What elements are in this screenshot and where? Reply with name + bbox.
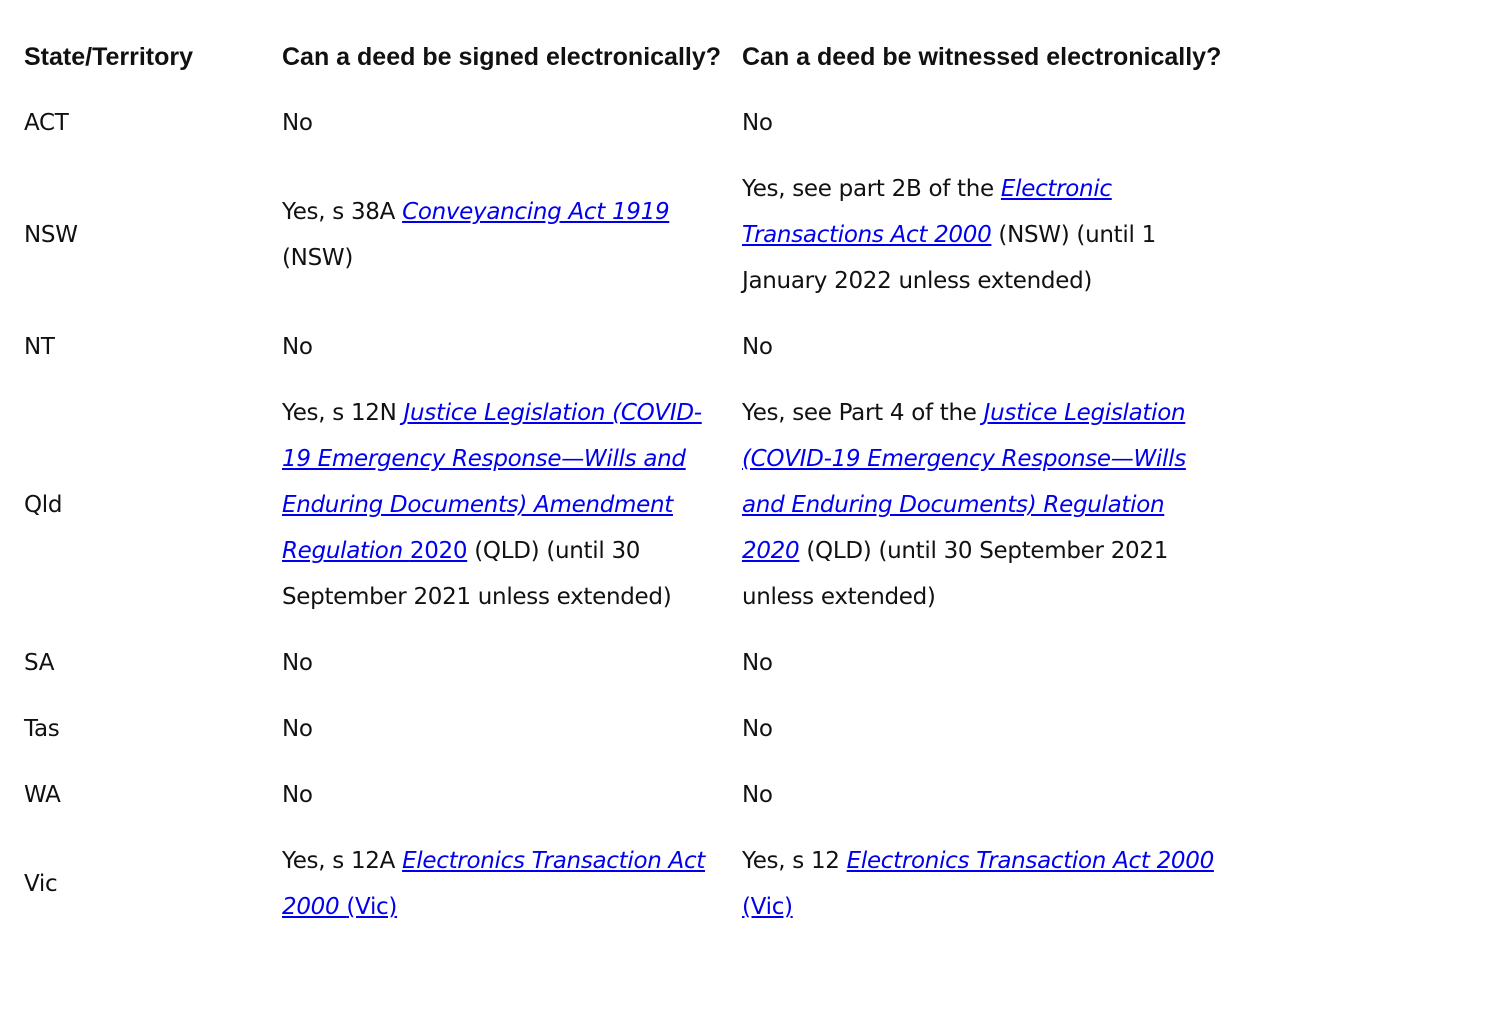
header-signed-electronically: Can a deed be signed electronically? — [282, 43, 722, 71]
cell-text: No — [742, 110, 773, 136]
signed-cell — [272, 640, 732, 706]
state-cell: Qld — [24, 492, 63, 518]
link-text: (Vic) — [346, 894, 398, 920]
state-cell: WA — [24, 782, 61, 808]
witnessed-cell — [732, 324, 1232, 390]
link-text: Justice Legislation (COVID-19 Emergency Response—Wills and Enduring Documents) Amendment Regulation — [282, 400, 702, 564]
witnessed-cell — [732, 100, 1232, 166]
link-text: Electronics Transaction Act 2000 — [282, 848, 706, 920]
signed-cell — [272, 100, 732, 166]
cell-text: (QLD) (until 30 September 2021 unless extended) — [282, 538, 672, 610]
cell-text: No — [742, 334, 773, 360]
table-row — [14, 166, 1232, 324]
cell-text: No — [742, 650, 773, 676]
deed-signing-table — [14, 34, 1232, 950]
link-text: Conveyancing Act 1919 — [402, 199, 670, 225]
witnessed-cell — [732, 772, 1232, 838]
cell-text: No — [282, 110, 313, 136]
state-cell: ACT — [24, 110, 69, 136]
cell-text: (QLD) (until 30 September 2021 unless extended) — [742, 538, 1169, 610]
link-text: Electronics Transaction Act 2000 — [846, 848, 1214, 874]
signed-cell — [272, 838, 732, 950]
header-witnessed-electronically: Can a deed be witnessed electronically? — [742, 43, 1222, 71]
conveyancing-act-link[interactable] — [402, 199, 669, 225]
cell-text: No — [282, 782, 313, 808]
table-row — [14, 390, 1232, 640]
table-header-row — [14, 34, 1232, 100]
signed-cell — [272, 706, 732, 772]
witnessed-cell — [732, 838, 1232, 950]
content-area — [14, 34, 1232, 950]
link-text: 2020 — [409, 538, 468, 564]
witnessed-cell — [732, 706, 1232, 772]
link-text: Justice Legislation (COVID-19 Emergency Response—Wills and Enduring Documents) Regulation 2020 — [742, 400, 1186, 564]
witnessed-cell — [732, 166, 1232, 324]
signed-cell — [272, 324, 732, 390]
witnessed-cell — [732, 640, 1232, 706]
header-state-territory: State/Territory — [24, 43, 194, 71]
state-cell: Tas — [24, 716, 60, 742]
signed-cell — [272, 772, 732, 838]
cell-text: (NSW) — [282, 245, 353, 271]
witnessed-cell — [732, 390, 1232, 640]
state-cell: NSW — [24, 222, 78, 248]
state-cell: Vic — [24, 871, 58, 897]
link-text: Electronic Transactions Act 2000 — [742, 176, 1112, 248]
cell-text: No — [282, 650, 313, 676]
state-cell: SA — [24, 650, 55, 676]
table-row — [14, 706, 1232, 772]
table-row — [14, 838, 1232, 950]
cell-text: (NSW) (until 1 January 2022 unless extended) — [742, 222, 1156, 294]
signed-cell — [272, 166, 732, 324]
cell-text: Yes, s 12 — [742, 848, 847, 874]
table-row — [14, 324, 1232, 390]
cell-text: Yes, see part 2B of the — [742, 176, 1001, 202]
link-text: (Vic) — [742, 894, 793, 920]
table-row — [14, 772, 1232, 838]
cell-text: No — [282, 716, 313, 742]
cell-text: Yes, see Part 4 of the — [742, 400, 984, 426]
cell-text: No — [742, 716, 773, 742]
cell-text: Yes, s 38A — [282, 199, 403, 225]
table-row — [14, 640, 1232, 706]
cell-text: Yes, s 12A — [282, 848, 403, 874]
cell-text: No — [282, 334, 313, 360]
cell-text: No — [742, 782, 773, 808]
signed-cell — [272, 390, 732, 640]
state-cell: NT — [24, 334, 55, 360]
cell-text: Yes, s 12N — [282, 400, 404, 426]
table-row — [14, 100, 1232, 166]
